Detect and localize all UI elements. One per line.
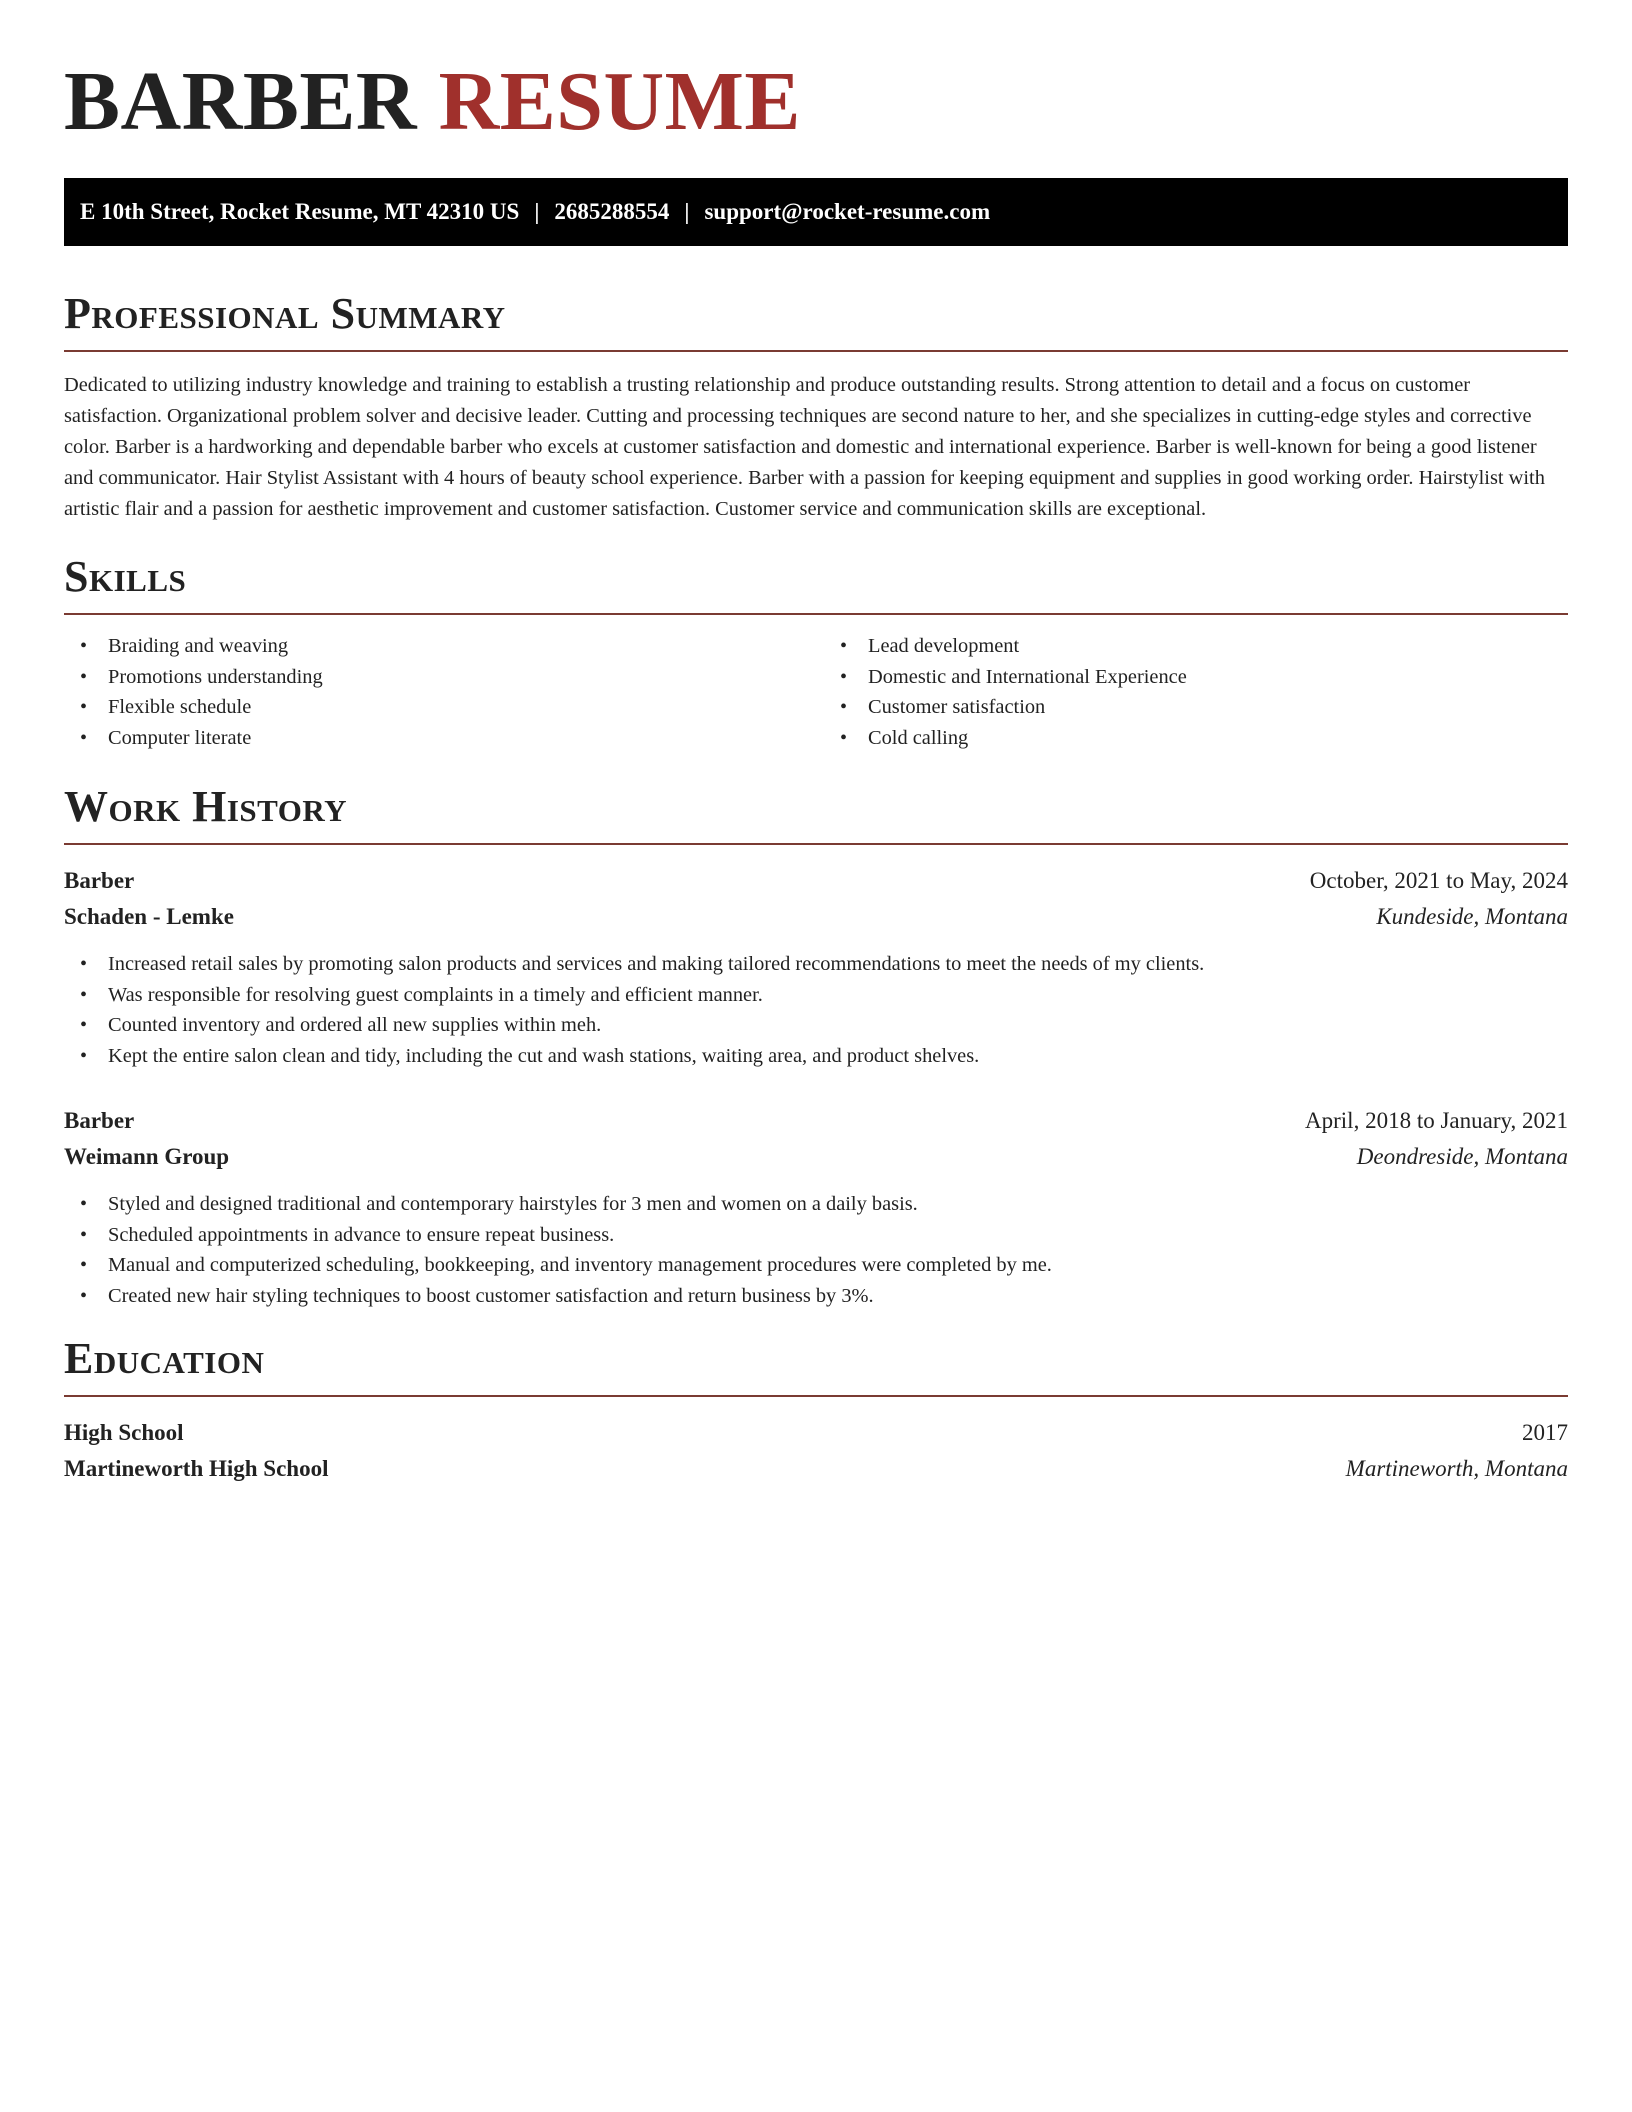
job-bullet-text: Was responsible for resolving guest complaints in a timely and efficient manner. (108, 983, 763, 1006)
job-bullets (64, 949, 1568, 1071)
title-first-word: BARBER (64, 55, 418, 148)
job-bullet (80, 949, 1568, 980)
education-degree: High School (64, 1420, 184, 1445)
skill-text: Promotions understanding (108, 665, 323, 688)
skill-item (840, 692, 1568, 723)
job-bullet-text: Styled and designed traditional and contemporary hairstyles for 3 men and women on a daily basis. (108, 1193, 918, 1215)
job-bullet-text: Manual and computerized scheduling, bookkeeping, and inventory management procedures were completed by me. (108, 1254, 1052, 1276)
bullet-icon: • (80, 1193, 88, 1215)
skill-item (80, 692, 816, 723)
contact-address: E 10th Street, Rocket Resume, MT 42310 US (80, 199, 520, 224)
job-bullet (80, 1220, 1568, 1251)
job-dates: October, 2021 to May, 2024 (1309, 868, 1568, 893)
job-bullet (80, 980, 1568, 1011)
skill-text: Domestic and International Experience (868, 665, 1187, 688)
job-bullet-text: Counted inventory and ordered all new supplies within meh. (108, 1014, 602, 1036)
education-section (64, 1333, 1568, 1487)
education-location: Martineworth, Montana (1345, 1456, 1568, 1481)
section-heading-skills: Skills (64, 552, 187, 601)
skill-item (80, 723, 816, 754)
job-company: Weimann Group (64, 1144, 230, 1169)
skills-section (64, 551, 1568, 753)
skill-text: Lead development (868, 635, 1020, 657)
section-divider (64, 1395, 1568, 1397)
bullet-icon: • (80, 696, 88, 718)
skill-item (840, 631, 1568, 662)
job-bullet (80, 1010, 1568, 1041)
job-bullet (80, 1250, 1568, 1281)
contact-phone: 2685288554 (554, 199, 670, 224)
skill-text: Braiding and weaving (108, 635, 289, 657)
skill-text: Flexible schedule (108, 696, 252, 718)
job-title: Barber (64, 868, 135, 893)
job-bullet (80, 1041, 1568, 1072)
contact-separator: | (684, 199, 690, 224)
job-bullets (64, 1189, 1568, 1311)
job-bullet-text: Increased retail sales by promoting salon products and services and making tailored recommendations to meet the needs of my clients. (108, 953, 1205, 975)
contact-bar (64, 178, 1568, 246)
bullet-icon: • (80, 635, 88, 657)
skill-item (840, 662, 1568, 693)
bullet-icon: • (840, 665, 848, 688)
job-bullet (80, 1281, 1568, 1312)
skill-text: Cold calling (868, 726, 969, 749)
section-divider (64, 613, 1568, 615)
bullet-icon: • (840, 726, 848, 749)
section-heading-education: Education (64, 1334, 265, 1383)
bullet-icon: • (80, 726, 88, 749)
bullet-icon: • (80, 1044, 88, 1067)
job-location: Deondreside, Montana (1356, 1144, 1568, 1169)
bullet-icon: • (840, 635, 848, 657)
education-school: Martineworth High School (64, 1456, 329, 1481)
job-title-row (64, 1103, 1568, 1139)
skills-column-left (64, 631, 816, 753)
skill-text: Computer literate (108, 726, 252, 749)
summary-text: Dedicated to utilizing industry knowledge and training to establish a trusting relationship and produce outstanding results. Strong attention to detail and a focus on customer satisfaction. Organizational problem solver and decisive leader. Cutting and processing techniques are second nature to her, and she specializes in cutting-edge styles and corrective color. Barber is a hardworking and dependable barber who excels at customer satisfaction and domestic and international experience. Barber is well-known for being a good listener and communicator. Hair Stylist Assistant with 4 hours of beauty school experience. Barber with a passion for keeping equipment and supplies in good working order. Hairstylist with artistic flair and a passion for aesthetic improvement and customer satisfaction. Customer service and communication skills are exceptional. (64, 374, 1545, 520)
bullet-icon: • (80, 953, 88, 975)
bullet-icon: • (80, 665, 88, 688)
job-bullet-text: Kept the entire salon clean and tidy, including the cut and wash stations, waiting area, and product shelves. (108, 1044, 980, 1067)
skill-item (80, 631, 816, 662)
job-title-row (64, 863, 1568, 899)
education-year: 2017 (1522, 1420, 1568, 1445)
bullet-icon: • (80, 1014, 88, 1036)
bullet-icon: • (80, 1223, 88, 1246)
skill-item (80, 662, 816, 693)
resume-title (64, 52, 1568, 152)
bullet-icon: • (80, 983, 88, 1006)
work-history-section (64, 781, 1568, 1311)
skill-text: Customer satisfaction (868, 696, 1046, 718)
job-dates: April, 2018 to January, 2021 (1305, 1108, 1568, 1133)
job-entry (64, 863, 1568, 1071)
job-bullet (80, 1189, 1568, 1220)
job-company-row (64, 1139, 1568, 1175)
skills-column-right (816, 631, 1568, 753)
job-company: Schaden - Lemke (64, 904, 234, 929)
job-title: Barber (64, 1108, 135, 1133)
education-degree-row (64, 1415, 1568, 1451)
education-entry (64, 1415, 1568, 1487)
education-school-row (64, 1451, 1568, 1487)
job-company-row (64, 899, 1568, 935)
title-second-word: RESUME (438, 55, 801, 148)
bullet-icon: • (80, 1284, 88, 1307)
section-heading-work-history: Work History (64, 782, 348, 831)
job-bullet-text: Created new hair styling techniques to boost customer satisfaction and return business by 3%. (108, 1284, 874, 1307)
job-location: Kundeside, Montana (1376, 904, 1568, 929)
bullet-icon: • (80, 1254, 88, 1276)
section-divider (64, 843, 1568, 845)
skill-item (840, 723, 1568, 754)
section-divider (64, 350, 1568, 352)
professional-summary-section (64, 288, 1568, 525)
job-bullet-text: Scheduled appointments in advance to ensure repeat business. (108, 1223, 615, 1246)
job-entry (64, 1103, 1568, 1311)
skills-grid (64, 631, 1568, 753)
section-heading-summary: Professional Summary (64, 289, 506, 338)
contact-separator: | (534, 199, 540, 224)
bullet-icon: • (840, 696, 848, 718)
contact-email: support@rocket-resume.com (704, 199, 991, 224)
